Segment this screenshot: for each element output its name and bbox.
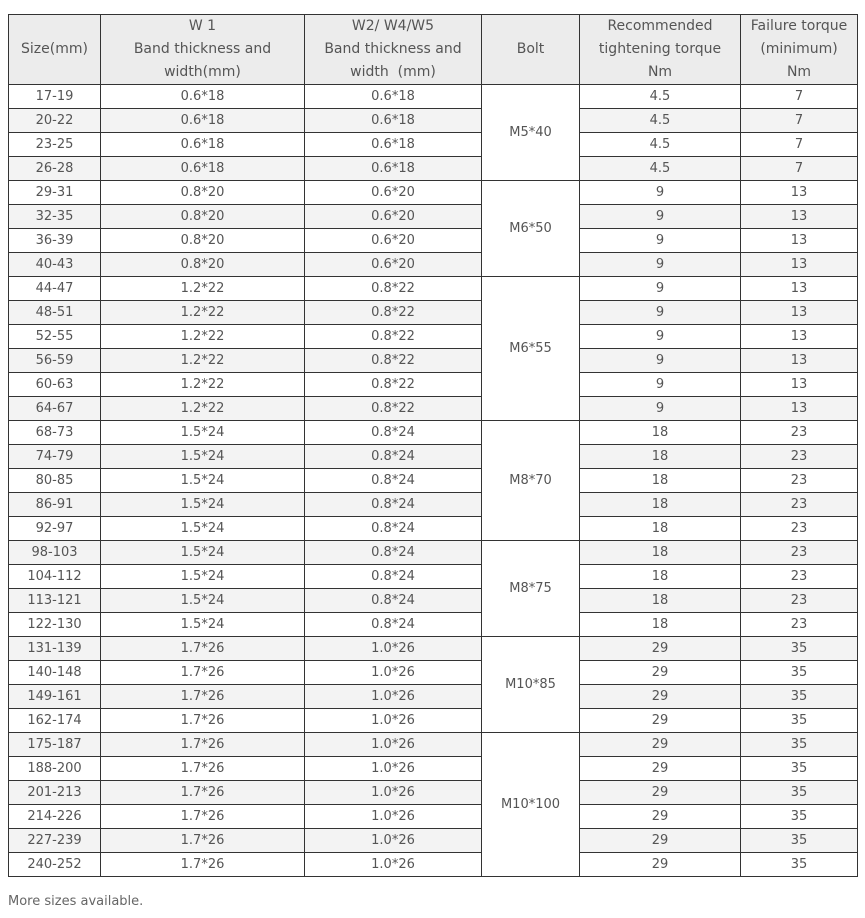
torque-cell: 4.5 — [580, 85, 741, 109]
torque-cell: 29 — [580, 781, 741, 805]
header-torque-line1: Recommended — [607, 18, 713, 34]
table-row — [9, 349, 858, 373]
size-cell: 40-43 — [9, 253, 101, 277]
table-row — [9, 733, 858, 757]
table-row — [9, 373, 858, 397]
header-w2-line2: Band thickness and — [324, 41, 462, 57]
w2-cell: 0.8*24 — [305, 589, 482, 613]
header-w1-line2: Band thickness and — [133, 41, 272, 57]
header-size — [9, 15, 101, 85]
failure-cell: 23 — [741, 565, 858, 589]
header-w2-line1: W2/ W4/W5 — [351, 18, 435, 34]
torque-cell: 29 — [580, 733, 741, 757]
w1-cell: 0.6*18 — [101, 133, 305, 157]
failure-cell: 35 — [741, 853, 858, 877]
w1-cell: 0.6*18 — [101, 109, 305, 133]
size-cell: 68-73 — [9, 421, 101, 445]
table-row — [9, 589, 858, 613]
w1-cell: 1.5*24 — [101, 445, 305, 469]
failure-cell: 13 — [741, 373, 858, 397]
failure-cell: 35 — [741, 757, 858, 781]
failure-cell: 35 — [741, 685, 858, 709]
header-failure-line2: (minimum) — [760, 41, 838, 57]
size-cell: 240-252 — [9, 853, 101, 877]
w1-cell: 1.5*24 — [101, 421, 305, 445]
header-w1 — [101, 15, 305, 85]
torque-cell: 9 — [580, 229, 741, 253]
w2-cell: 0.8*22 — [305, 301, 482, 325]
failure-cell: 13 — [741, 325, 858, 349]
header-bolt — [482, 15, 580, 85]
w1-cell: 1.7*26 — [101, 781, 305, 805]
w1-cell: 1.5*24 — [101, 469, 305, 493]
table-row — [9, 301, 858, 325]
failure-cell: 7 — [741, 133, 858, 157]
bolt-cell: M8*70 — [482, 421, 580, 541]
table-row — [9, 565, 858, 589]
failure-cell: 35 — [741, 733, 858, 757]
table-row — [9, 685, 858, 709]
bolt-cell: M10*100 — [482, 733, 580, 877]
torque-cell: 9 — [580, 181, 741, 205]
w2-cell: 0.8*24 — [305, 493, 482, 517]
table-row — [9, 133, 858, 157]
size-cell: 80-85 — [9, 469, 101, 493]
table-row — [9, 397, 858, 421]
size-cell: 162-174 — [9, 709, 101, 733]
size-cell: 175-187 — [9, 733, 101, 757]
table-row — [9, 637, 858, 661]
size-cell: 188-200 — [9, 757, 101, 781]
table-row — [9, 517, 858, 541]
size-cell: 140-148 — [9, 661, 101, 685]
torque-cell: 9 — [580, 373, 741, 397]
torque-cell: 9 — [580, 397, 741, 421]
size-cell: 32-35 — [9, 205, 101, 229]
w2-cell: 0.8*24 — [305, 421, 482, 445]
torque-cell: 18 — [580, 589, 741, 613]
w2-cell: 1.0*26 — [305, 685, 482, 709]
w2-cell: 1.0*26 — [305, 781, 482, 805]
w1-cell: 1.5*24 — [101, 589, 305, 613]
torque-cell: 9 — [580, 301, 741, 325]
header-failure — [741, 15, 858, 85]
w2-cell: 0.6*18 — [305, 133, 482, 157]
table-row — [9, 829, 858, 853]
size-cell: 44-47 — [9, 277, 101, 301]
size-cell: 64-67 — [9, 397, 101, 421]
header-w2-line3: width (mm) — [350, 64, 436, 80]
size-cell: 26-28 — [9, 157, 101, 181]
failure-cell: 35 — [741, 637, 858, 661]
w1-cell: 1.7*26 — [101, 757, 305, 781]
torque-cell: 9 — [580, 205, 741, 229]
failure-cell: 23 — [741, 517, 858, 541]
w1-cell: 1.7*26 — [101, 733, 305, 757]
table-row — [9, 781, 858, 805]
w1-cell: 1.5*24 — [101, 517, 305, 541]
w2-cell: 1.0*26 — [305, 661, 482, 685]
torque-cell: 29 — [580, 757, 741, 781]
bolt-cell: M10*85 — [482, 637, 580, 733]
w1-cell: 1.5*24 — [101, 565, 305, 589]
failure-cell: 7 — [741, 157, 858, 181]
failure-cell: 23 — [741, 541, 858, 565]
w2-cell: 1.0*26 — [305, 829, 482, 853]
table-row — [9, 229, 858, 253]
table-row — [9, 421, 858, 445]
header-torque — [580, 15, 741, 85]
size-cell: 227-239 — [9, 829, 101, 853]
w2-cell: 1.0*26 — [305, 637, 482, 661]
failure-cell: 7 — [741, 109, 858, 133]
w2-cell: 1.0*26 — [305, 757, 482, 781]
size-cell: 86-91 — [9, 493, 101, 517]
torque-cell: 29 — [580, 685, 741, 709]
failure-cell: 35 — [741, 781, 858, 805]
bolt-cell: M6*55 — [482, 277, 580, 421]
failure-cell: 13 — [741, 229, 858, 253]
table-row — [9, 541, 858, 565]
table-row — [9, 757, 858, 781]
failure-cell: 13 — [741, 181, 858, 205]
header-w2 — [305, 15, 482, 85]
header-failure-line1: Failure torque — [750, 18, 848, 34]
w1-cell: 1.5*24 — [101, 493, 305, 517]
w1-cell: 1.2*22 — [101, 373, 305, 397]
w1-cell: 1.7*26 — [101, 637, 305, 661]
size-cell: 29-31 — [9, 181, 101, 205]
w1-cell: 1.7*26 — [101, 709, 305, 733]
failure-cell: 23 — [741, 421, 858, 445]
bolt-cell: M5*40 — [482, 85, 580, 181]
w2-cell: 0.8*22 — [305, 325, 482, 349]
w2-cell: 0.8*22 — [305, 373, 482, 397]
torque-cell: 29 — [580, 661, 741, 685]
w1-cell: 1.5*24 — [101, 541, 305, 565]
torque-cell: 29 — [580, 829, 741, 853]
size-cell: 201-213 — [9, 781, 101, 805]
failure-cell: 23 — [741, 493, 858, 517]
torque-cell: 18 — [580, 445, 741, 469]
w1-cell: 1.2*22 — [101, 301, 305, 325]
w1-cell: 0.8*20 — [101, 229, 305, 253]
failure-cell: 13 — [741, 397, 858, 421]
torque-cell: 18 — [580, 613, 741, 637]
torque-cell: 18 — [580, 541, 741, 565]
w2-cell: 0.8*22 — [305, 277, 482, 301]
size-cell: 131-139 — [9, 637, 101, 661]
table-row — [9, 181, 858, 205]
header-w1-line1: W 1 — [188, 18, 217, 34]
table-row — [9, 157, 858, 181]
w1-cell: 1.7*26 — [101, 829, 305, 853]
w2-cell: 1.0*26 — [305, 733, 482, 757]
size-cell: 23-25 — [9, 133, 101, 157]
header-bolt-line: Bolt — [516, 41, 545, 57]
failure-cell: 13 — [741, 277, 858, 301]
w1-cell: 1.2*22 — [101, 277, 305, 301]
w2-cell: 0.6*20 — [305, 205, 482, 229]
table-row — [9, 661, 858, 685]
failure-cell: 13 — [741, 349, 858, 373]
header-size-line: Size(mm) — [21, 41, 88, 57]
w1-cell: 1.2*22 — [101, 325, 305, 349]
table-row — [9, 85, 858, 109]
w2-cell: 1.0*26 — [305, 709, 482, 733]
w2-cell: 0.8*22 — [305, 349, 482, 373]
w1-cell: 1.2*22 — [101, 397, 305, 421]
size-cell: 52-55 — [9, 325, 101, 349]
w2-cell: 0.6*20 — [305, 253, 482, 277]
w2-cell: 0.8*24 — [305, 469, 482, 493]
more-sizes-note: More sizes available. — [8, 894, 144, 909]
w2-cell: 0.8*24 — [305, 541, 482, 565]
size-cell: 56-59 — [9, 349, 101, 373]
size-cell: 113-121 — [9, 589, 101, 613]
torque-cell: 9 — [580, 325, 741, 349]
bolt-cell: M6*50 — [482, 181, 580, 277]
table-row — [9, 277, 858, 301]
w2-cell: 1.0*26 — [305, 805, 482, 829]
w2-cell: 0.8*22 — [305, 397, 482, 421]
failure-cell: 23 — [741, 589, 858, 613]
table-row — [9, 709, 858, 733]
failure-cell: 23 — [741, 469, 858, 493]
size-cell: 17-19 — [9, 85, 101, 109]
header-failure-line3: Nm — [786, 64, 812, 80]
torque-cell: 9 — [580, 349, 741, 373]
w2-cell: 0.6*18 — [305, 85, 482, 109]
torque-cell: 18 — [580, 565, 741, 589]
w1-cell: 0.8*20 — [101, 253, 305, 277]
w1-cell: 0.8*20 — [101, 205, 305, 229]
torque-cell: 18 — [580, 517, 741, 541]
spec-table — [8, 14, 858, 877]
size-cell: 98-103 — [9, 541, 101, 565]
failure-cell: 35 — [741, 709, 858, 733]
w1-cell: 0.6*18 — [101, 157, 305, 181]
failure-cell: 13 — [741, 253, 858, 277]
w1-cell: 1.2*22 — [101, 349, 305, 373]
torque-cell: 29 — [580, 709, 741, 733]
w1-cell: 1.7*26 — [101, 805, 305, 829]
torque-cell: 4.5 — [580, 109, 741, 133]
size-cell: 122-130 — [9, 613, 101, 637]
failure-cell: 13 — [741, 205, 858, 229]
torque-cell: 18 — [580, 469, 741, 493]
size-cell: 74-79 — [9, 445, 101, 469]
table-row — [9, 805, 858, 829]
failure-cell: 7 — [741, 85, 858, 109]
w1-cell: 0.6*18 — [101, 85, 305, 109]
header-torque-line2: tightening torque — [598, 41, 722, 57]
torque-cell: 29 — [580, 853, 741, 877]
table-row — [9, 613, 858, 637]
table-row — [9, 109, 858, 133]
w2-cell: 0.8*24 — [305, 445, 482, 469]
table-body — [9, 85, 858, 877]
torque-cell: 18 — [580, 493, 741, 517]
size-cell: 48-51 — [9, 301, 101, 325]
torque-cell: 29 — [580, 637, 741, 661]
size-cell: 36-39 — [9, 229, 101, 253]
table-row — [9, 493, 858, 517]
w2-cell: 1.0*26 — [305, 853, 482, 877]
size-cell: 60-63 — [9, 373, 101, 397]
w1-cell: 1.7*26 — [101, 853, 305, 877]
header-w1-line3: width(mm) — [164, 64, 241, 80]
torque-cell: 4.5 — [580, 157, 741, 181]
w2-cell: 0.6*18 — [305, 157, 482, 181]
w2-cell: 0.6*18 — [305, 109, 482, 133]
failure-cell: 13 — [741, 301, 858, 325]
torque-cell: 9 — [580, 253, 741, 277]
size-cell: 149-161 — [9, 685, 101, 709]
header-row — [9, 15, 858, 85]
failure-cell: 23 — [741, 613, 858, 637]
w2-cell: 0.8*24 — [305, 613, 482, 637]
w2-cell: 0.8*24 — [305, 565, 482, 589]
table-row — [9, 445, 858, 469]
w1-cell: 1.7*26 — [101, 661, 305, 685]
w1-cell: 1.5*24 — [101, 613, 305, 637]
table-row — [9, 325, 858, 349]
size-cell: 92-97 — [9, 517, 101, 541]
bolt-cell: M8*75 — [482, 541, 580, 637]
table-row — [9, 853, 858, 877]
torque-cell: 18 — [580, 421, 741, 445]
w1-cell: 0.8*20 — [101, 181, 305, 205]
size-cell: 214-226 — [9, 805, 101, 829]
w2-cell: 0.6*20 — [305, 229, 482, 253]
size-cell: 104-112 — [9, 565, 101, 589]
w2-cell: 0.6*20 — [305, 181, 482, 205]
failure-cell: 35 — [741, 661, 858, 685]
size-cell: 20-22 — [9, 109, 101, 133]
failure-cell: 35 — [741, 805, 858, 829]
table-row — [9, 469, 858, 493]
torque-cell: 29 — [580, 805, 741, 829]
failure-cell: 23 — [741, 445, 858, 469]
torque-cell: 4.5 — [580, 133, 741, 157]
header-torque-line3: Nm — [647, 64, 673, 80]
w2-cell: 0.8*24 — [305, 517, 482, 541]
failure-cell: 35 — [741, 829, 858, 853]
w1-cell: 1.7*26 — [101, 685, 305, 709]
torque-cell: 9 — [580, 277, 741, 301]
table-row — [9, 205, 858, 229]
table-header — [9, 15, 858, 85]
table-row — [9, 253, 858, 277]
